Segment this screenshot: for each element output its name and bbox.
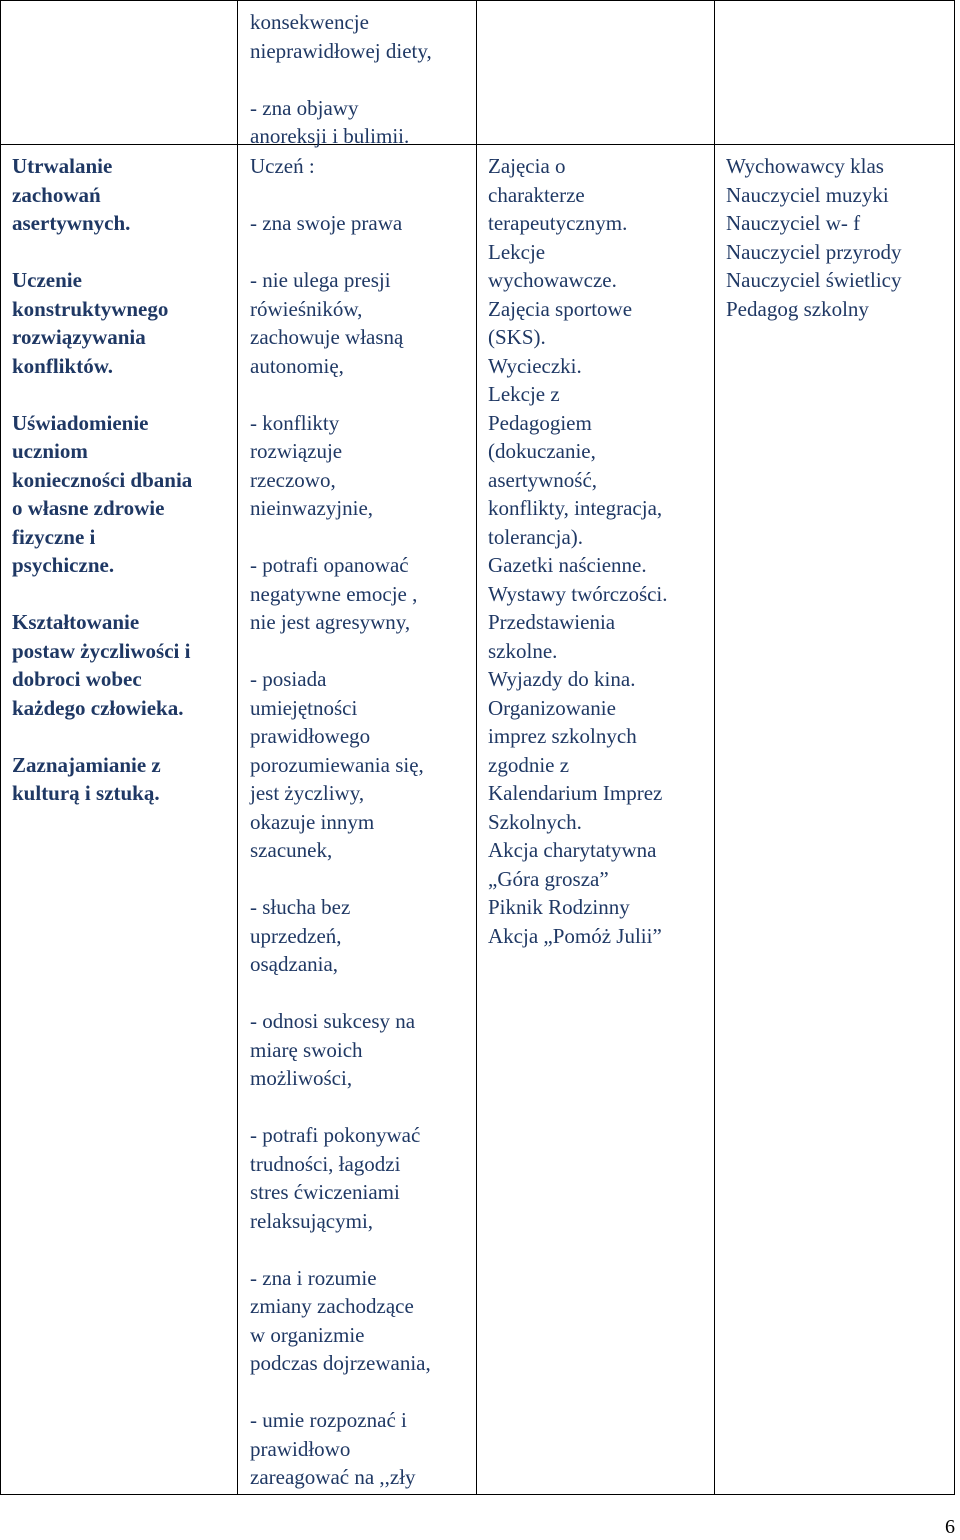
text-line: Uczenie <box>12 268 82 292</box>
text-line: konfliktów. <box>12 353 113 378</box>
text-line: relaksującymi, <box>250 1208 374 1233</box>
text-line: konflikty, integracja, <box>488 496 663 520</box>
text-line: - potrafi opanować <box>250 553 409 577</box>
text-line: - zna objawy <box>250 95 359 120</box>
text-line: terapeutycznym. <box>488 211 628 235</box>
text-line: - konflikty <box>250 410 340 435</box>
text-line: - potrafi pokonywać <box>250 1123 421 1147</box>
spacer <box>12 580 192 609</box>
text-line: rzeczowo, <box>250 467 336 492</box>
text-line: o własne zdrowie <box>12 496 165 520</box>
text-line: rozwiązywania <box>12 325 146 349</box>
text-line: Organizowanie <box>488 695 616 720</box>
text-line: Szkolnych. <box>488 809 582 834</box>
text-line: jest życzliwy, <box>250 781 365 805</box>
text-line: Wystawy twórczości. <box>488 581 668 606</box>
spacer <box>250 1235 431 1264</box>
spacer <box>250 65 432 94</box>
spacer <box>250 865 431 894</box>
text-line: fizyczne i <box>12 524 96 549</box>
text-line: Lekcje z <box>488 382 560 406</box>
text-line: uprzedzeń, <box>250 923 342 948</box>
text-line: Zajęcia sportowe <box>488 296 633 321</box>
text-line: Przedstawienia <box>488 610 616 634</box>
text-line: tolerancja). <box>488 524 584 549</box>
text-line: porozumiewania się, <box>250 752 424 777</box>
text-line: trudności, łagodzi <box>250 1151 401 1176</box>
text-line: Wycieczki. <box>488 353 582 378</box>
text-line: Pedagogiem <box>488 410 592 435</box>
text-line: negatywne emocje , <box>250 581 418 606</box>
student-heading: Uczeń : <box>250 154 315 178</box>
spacer <box>12 380 192 409</box>
text-line: postaw życzliwości i <box>12 638 191 663</box>
text-line: anoreksji i bulimii. <box>250 124 410 148</box>
text-line: rozwiązuje <box>250 439 343 463</box>
text-line: podczas dojrzewania, <box>250 1351 431 1375</box>
content-column <box>250 152 431 1492</box>
text-line: - zna i rozumie <box>250 1265 377 1290</box>
text-line: osądzania, <box>250 952 339 976</box>
text-line: zareagować na ,,zły <box>250 1465 416 1489</box>
text-line: nieinwazyjnie, <box>250 496 374 520</box>
spacer <box>250 523 431 552</box>
text-line: imprez szkolnych <box>488 724 637 748</box>
text-line: zachowuje własną <box>250 325 404 349</box>
spacer <box>250 380 431 409</box>
content-column-top <box>250 8 432 151</box>
text-line: charakterze <box>488 182 585 207</box>
text-line: Kalendarium Imprez <box>488 781 663 805</box>
spacer <box>250 238 431 267</box>
responsible-column <box>726 152 902 323</box>
text-line: Piknik Rodzinny <box>488 895 630 919</box>
text-line: rówieśników, <box>250 296 363 321</box>
spacer <box>250 1093 431 1122</box>
text-line: Nauczyciel w- f <box>726 211 861 235</box>
spacer <box>250 637 431 666</box>
text-line: prawidłowego <box>250 724 371 748</box>
text-line: szkolne. <box>488 638 558 663</box>
text-line: dobroci wobec <box>12 667 142 691</box>
text-line: - nie ulega presji <box>250 268 391 292</box>
text-line: nieprawidłowej diety, <box>250 38 432 63</box>
column-divider-2 <box>476 0 477 1495</box>
text-line: Wyjazdy do kina. <box>488 667 636 691</box>
text-line: Lekcje <box>488 239 546 264</box>
spacer <box>12 722 192 751</box>
text-line: asertywność, <box>488 467 598 492</box>
text-line: Uświadomienie <box>12 410 149 435</box>
text-line: - posiada <box>250 667 327 691</box>
row-divider <box>0 144 955 145</box>
text-line: w organizmie <box>250 1322 365 1347</box>
page-number: 6 <box>945 1516 955 1538</box>
text-line: Kształtowanie <box>12 610 140 634</box>
text-line: szacunek, <box>250 838 333 862</box>
text-line: - słucha bez <box>250 895 351 919</box>
text-line: stres ćwiczeniami <box>250 1180 400 1204</box>
text-line: Akcja „Pomóż Julii” <box>488 923 662 948</box>
text-line: - umie rozpoznać i <box>250 1408 407 1432</box>
text-line: miarę swoich <box>250 1037 363 1062</box>
text-line: psychiczne. <box>12 553 115 577</box>
column-divider-3 <box>714 0 715 1495</box>
text-line: - zna swoje prawa <box>250 211 403 235</box>
text-line: Nauczyciel przyrody <box>726 239 902 264</box>
text-line: Zaznajamianie z <box>12 752 161 777</box>
text-line: kulturą i sztuką. <box>12 781 160 805</box>
text-line: (SKS). <box>488 325 546 349</box>
text-line: asertywnych. <box>12 211 131 235</box>
text-line: Gazetki naścienne. <box>488 553 647 577</box>
text-line: zachowań <box>12 182 101 207</box>
spacer <box>250 1378 431 1407</box>
text-line: „Góra grosza” <box>488 866 609 891</box>
text-line: zmiany zachodzące <box>250 1294 414 1318</box>
text-line: zgodnie z <box>488 752 570 777</box>
spacer <box>12 238 192 267</box>
text-line: uczniom <box>12 439 88 463</box>
text-line: konstruktywnego <box>12 296 169 321</box>
text-line: prawidłowo <box>250 1436 351 1461</box>
text-line: możliwości, <box>250 1066 353 1090</box>
text-line: wychowawcze. <box>488 268 617 292</box>
text-line: autonomię, <box>250 353 344 378</box>
activities-column <box>488 152 668 950</box>
text-line: Utrwalanie <box>12 154 113 178</box>
text-line: konieczności dbania <box>12 467 193 492</box>
spacer <box>250 979 431 1008</box>
column-divider-1 <box>237 0 238 1495</box>
spacer <box>250 181 431 210</box>
text-line: - odnosi sukcesy na <box>250 1009 416 1033</box>
text-line: nie jest agresywny, <box>250 610 411 634</box>
text-line: okazuje innym <box>250 809 375 834</box>
text-line: Wychowawcy klas <box>726 154 884 178</box>
text-line: Nauczyciel świetlicy <box>726 268 902 292</box>
text-line: (dokuczanie, <box>488 439 596 463</box>
text-line: konsekwencje <box>250 10 369 34</box>
text-line: Pedagog szkolny <box>726 296 869 321</box>
text-line: Zajęcia o <box>488 154 566 178</box>
text-line: każdego człowieka. <box>12 695 184 720</box>
text-line: Akcja charytatywna <box>488 838 657 862</box>
text-line: Nauczyciel muzyki <box>726 182 889 207</box>
text-line: umiejętności <box>250 695 358 720</box>
goals-column <box>12 152 192 808</box>
